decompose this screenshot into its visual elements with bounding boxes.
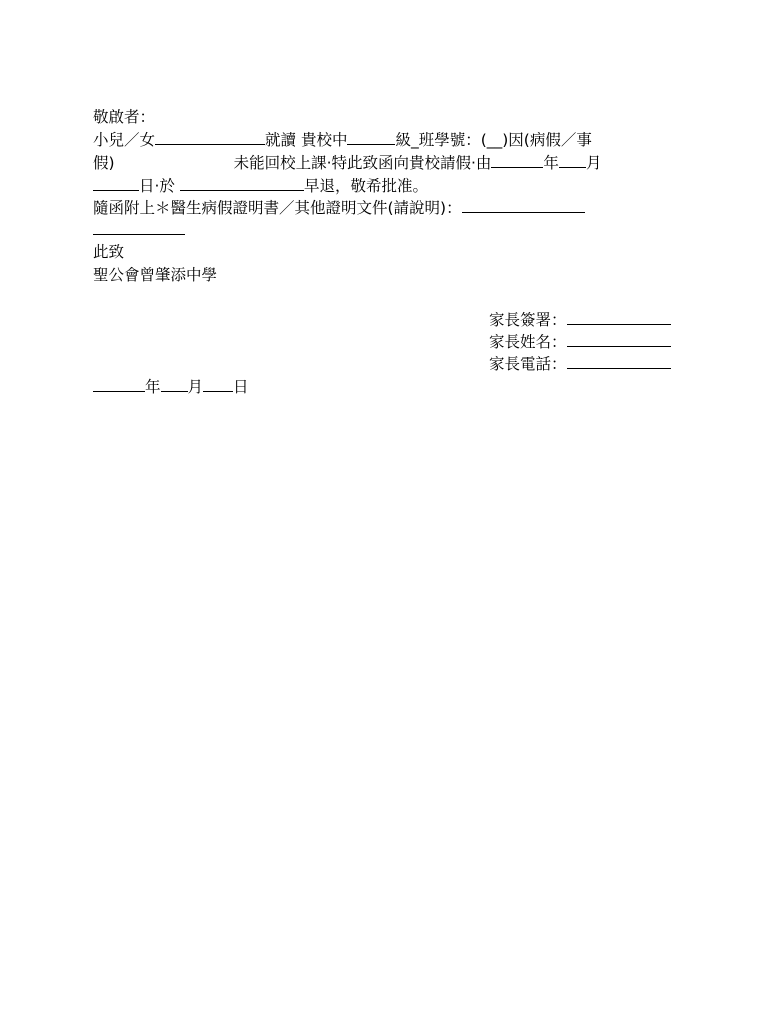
attachment-blank[interactable] — [462, 196, 585, 213]
closing — [93, 241, 124, 263]
study-text: 就讀 貴校中 — [265, 131, 348, 149]
school-name — [93, 264, 217, 286]
date-month-text: 月 — [187, 378, 204, 396]
parent-signature-label: 家長簽署： — [489, 311, 567, 329]
letter-line-4 — [93, 174, 428, 196]
grade-blank[interactable] — [347, 128, 395, 145]
date-month-blank[interactable] — [161, 375, 188, 392]
child-name-blank[interactable] — [155, 128, 265, 145]
date-year-blank[interactable] — [93, 375, 145, 392]
letter-line-3 — [93, 151, 601, 173]
from-month-blank[interactable] — [559, 151, 586, 168]
letter-line-5 — [93, 196, 585, 218]
parent-phone-row — [489, 352, 671, 374]
early-leave-text: 早退，敬希批准。 — [303, 177, 428, 195]
parent-signature-field[interactable] — [567, 308, 671, 325]
parent-signature-row — [489, 308, 671, 330]
day-blank[interactable] — [93, 174, 139, 191]
day-at-text: 日·於 — [139, 177, 175, 195]
school-name-text: 聖公會曾肇添中學 — [93, 266, 218, 284]
date-day-blank[interactable] — [203, 375, 233, 392]
date-line — [93, 375, 249, 397]
child-label: 小兒／女 — [93, 131, 156, 149]
salutation-text: 敬啟者： — [93, 108, 156, 126]
parent-name-field[interactable] — [567, 330, 671, 347]
date-day-text: 日 — [233, 378, 249, 396]
parent-name-row — [489, 330, 671, 352]
letter-line-2 — [93, 128, 592, 150]
date-year-text: 年 — [145, 378, 161, 396]
time-blank[interactable] — [180, 174, 304, 191]
parent-phone-field[interactable] — [567, 352, 671, 369]
parent-name-label: 家長姓名： — [489, 333, 567, 351]
closing-text: 此致 — [93, 243, 125, 261]
leave-type-end: 假) — [93, 154, 115, 172]
month-text: 月 — [585, 154, 602, 172]
from-year-blank[interactable] — [491, 151, 543, 168]
class-number-text: 級_班學號：(__)因(病假／事 — [395, 131, 592, 149]
parent-phone-label: 家長電話： — [489, 355, 567, 373]
attachment-continued-blank[interactable] — [93, 218, 185, 235]
year-text: 年 — [543, 154, 559, 172]
absence-text: 未能回校上課·特此致函向貴校請假·由 — [233, 154, 492, 172]
letter-line-6 — [93, 218, 185, 240]
salutation — [93, 106, 155, 128]
attachment-text: 隨函附上＊醫生病假證明書／其他證明文件(請說明)： — [93, 199, 462, 217]
